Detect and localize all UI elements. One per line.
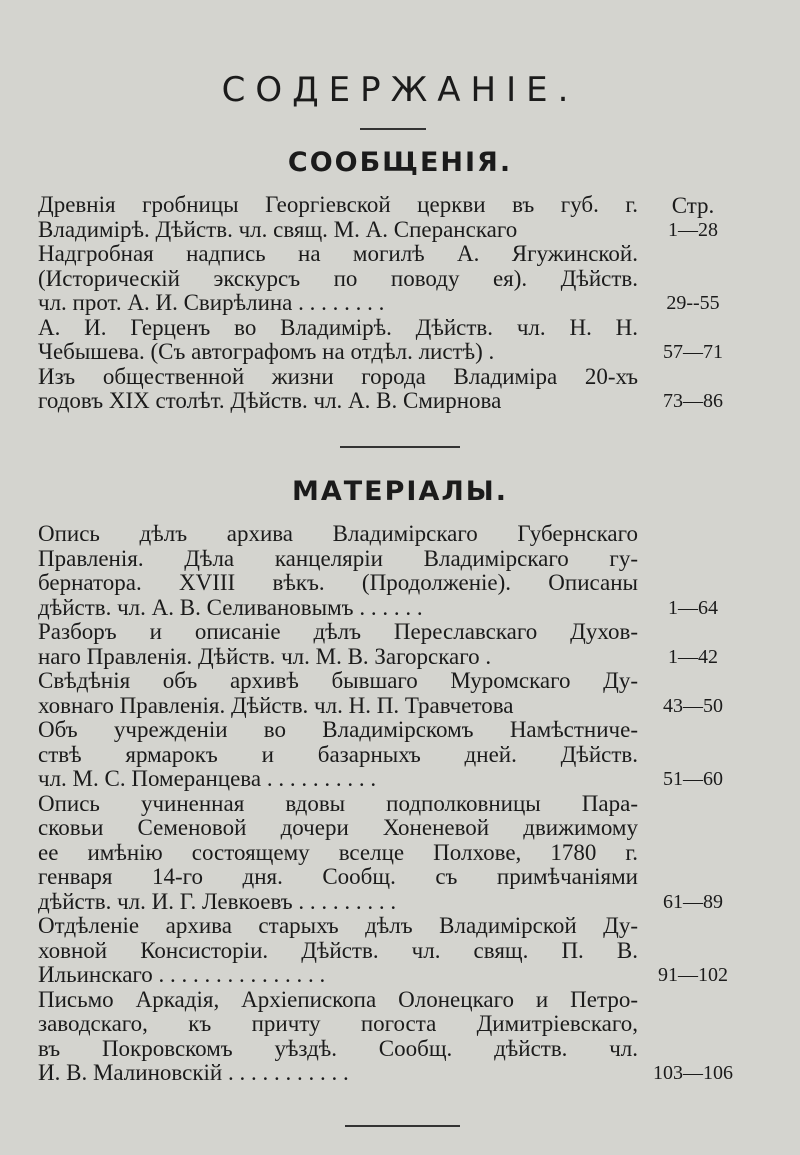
toc-entry-text: Чебышева. (Съ автографомъ на отдѣл. листѣ) . [38,340,495,364]
toc-entry-text: Древнія гробницы Георгіевской церкви въ губ. г. [38,193,638,217]
toc-entry-line [38,340,748,365]
toc-entry [38,193,748,242]
toc-entry-line [38,1037,748,1062]
toc-entry [38,988,748,1086]
toc-entry-text: Ильинскаго . . . . . . . . . . . . . . . [38,963,326,987]
toc-entry-pages: 29--55 [666,292,720,314]
toc-entry-line [38,596,748,621]
toc-entry-text: Владимірѣ. Дѣйств. чл. свящ. М. А. Сперанскаго [38,217,518,242]
toc-entry-text: наго Правленія. Дѣйств. чл. М. В. Загорскаго . [38,644,492,669]
toc-entry-line [38,963,748,988]
toc-entry-line [38,865,748,890]
toc-entry-text: И. В. Малиновскій . . . . . . . . . . . [38,1061,349,1085]
toc-entry-pages: 1—64 [668,596,718,619]
toc-entry-line [38,718,748,743]
toc-entry-text: (Историческій экскурсъ по поводу ея). Дѣйств. [38,266,638,291]
toc-entry-line [38,389,748,414]
toc-entry-text: дѣйств. чл. И. Г. Левкоевъ . . . . . . . . . [38,889,397,914]
toc-entry-line [38,522,748,547]
toc-entry-pages: 73—86 [663,390,723,412]
toc-entry-pages: 1—42 [668,645,718,668]
toc-entry-line [38,547,748,572]
toc-entry-text: Разборъ и описаніе дѣлъ Переславскаго Духов- [38,620,638,644]
toc-entry-line [38,316,748,341]
toc-entry-text: въ Покровскомъ уѣздѣ. Сообщ. дѣйств. чл. [38,1036,638,1061]
toc-entry-pages: 91—102 [658,964,728,986]
toc-entry-line [38,242,748,267]
toc-entry-text: ховной Консисторіи. Дѣйств. чл. свящ. П. В. [38,938,638,963]
section-divider [340,446,460,448]
toc-entry-text: Опись дѣлъ архива Владимірскаго Губернскаго [38,522,638,546]
toc-entry-text: сковьи Семеновой дочери Хоненевой движимому [38,816,638,840]
toc-entry-text: чл. М. С. Померанцева . . . . . . . . . . [38,767,377,791]
toc-entry-text: ховнаго Правленія. Дѣйств. чл. Н. П. Травчетова [38,693,514,718]
toc-entry [38,316,748,365]
toc-entry-line [38,669,748,694]
toc-entry-line [38,571,748,596]
title-rule [360,128,426,130]
toc-entry-text: Письмо Аркадія, Архіепископа Олонецкаго и Петро- [38,987,638,1012]
toc-entry-text: ее имѣнію состоящему вселце Полхове, 1780 г. [38,840,638,865]
toc-entry-text: Изъ общественной жизни города Владиміра 20-хъ [38,364,638,389]
toc-entry-line [38,914,748,939]
toc-entry-line [38,645,748,670]
toc-entry [38,914,748,988]
toc-entry-text: ствѣ ярмарокъ и базарныхъ дней. Дѣйств. [38,742,638,767]
toc-entry-line [38,939,748,964]
toc-entry-text: А. И. Герценъ во Владимірѣ. Дѣйств. чл. Н. Н. [38,315,638,340]
section-heading-materials: МАТЕРІАЛЫ. [291,476,508,507]
toc-entry [38,669,748,718]
toc-entry-line [38,1061,748,1086]
bottom-rule [345,1125,460,1127]
toc-entry-pages: 1—28 [668,218,718,241]
toc-entry-text: чл. прот. А. И. Свирѣлина . . . . . . . . [38,291,385,315]
toc-entry-text: Надгробная надпись на могилѣ А. Ягужинской. [38,242,638,266]
toc-entry-line [38,291,748,316]
toc-entry-line [38,988,748,1013]
toc-entry [38,718,748,792]
toc-entry-line [38,218,748,243]
toc-entry [38,365,748,414]
toc-entry-text: бернатора. XVIII вѣкъ. (Продолженіе). Описаны [38,571,638,595]
toc-entry-line [38,743,748,768]
toc-entry-text: Опись учиненная вдовы подполковницы Пара- [38,791,638,816]
toc-entry [38,242,748,316]
toc-entry-line [38,816,748,841]
toc-entry-line [38,767,748,792]
toc-entry-line [38,365,748,390]
toc-entry-text: Правленія. Дѣла канцеляріи Владимірскаго гу- [38,546,638,571]
page-column-header: Стр. [671,193,715,218]
page-title: СОДЕРЖАНІЕ. [221,70,579,110]
toc-entry [38,620,748,669]
toc-entry-text: дѣйств. чл. А. В. Селивановымъ . . . . . . [38,595,423,620]
toc-entry-pages: 51—60 [663,768,723,790]
toc-entry-line [38,193,748,218]
toc-entry-text: заводскаго, къ причту погоста Димитріевскаго, [38,1012,638,1036]
toc-entry-line [38,792,748,817]
toc-entry-line [38,620,748,645]
toc-entry-pages: 103—106 [653,1062,733,1084]
toc-entry [38,792,748,915]
toc-entry-line [38,890,748,915]
toc-entry-text: Объ учрежденіи во Владимірскомъ Намѣстниче- [38,718,638,742]
toc-entry-text: Свѣдѣнія объ архивѣ бывшаго Муромскаго Ду- [38,669,638,693]
toc-entry-pages: 61—89 [663,890,723,913]
toc-entry-line [38,1012,748,1037]
toc-entry-line [38,267,748,292]
toc-entry-line [38,694,748,719]
toc-entry-text: Отдѣленіе архива старыхъ дѣлъ Владимірской Ду- [38,914,638,938]
toc-entry [38,522,748,620]
toc-entry-pages: 57—71 [663,341,723,363]
section-heading-messages: СООБЩЕНІЯ. [287,147,513,178]
toc-entry-pages: 43—50 [663,694,723,717]
toc-entry-text: генваря 14-го дня. Сообщ. съ примѣчаніями [38,865,638,889]
toc-entry-text: годовъ XIX столѣт. Дѣйств. чл. А. В. Смирнова [38,389,502,413]
toc-entry-line [38,841,748,866]
